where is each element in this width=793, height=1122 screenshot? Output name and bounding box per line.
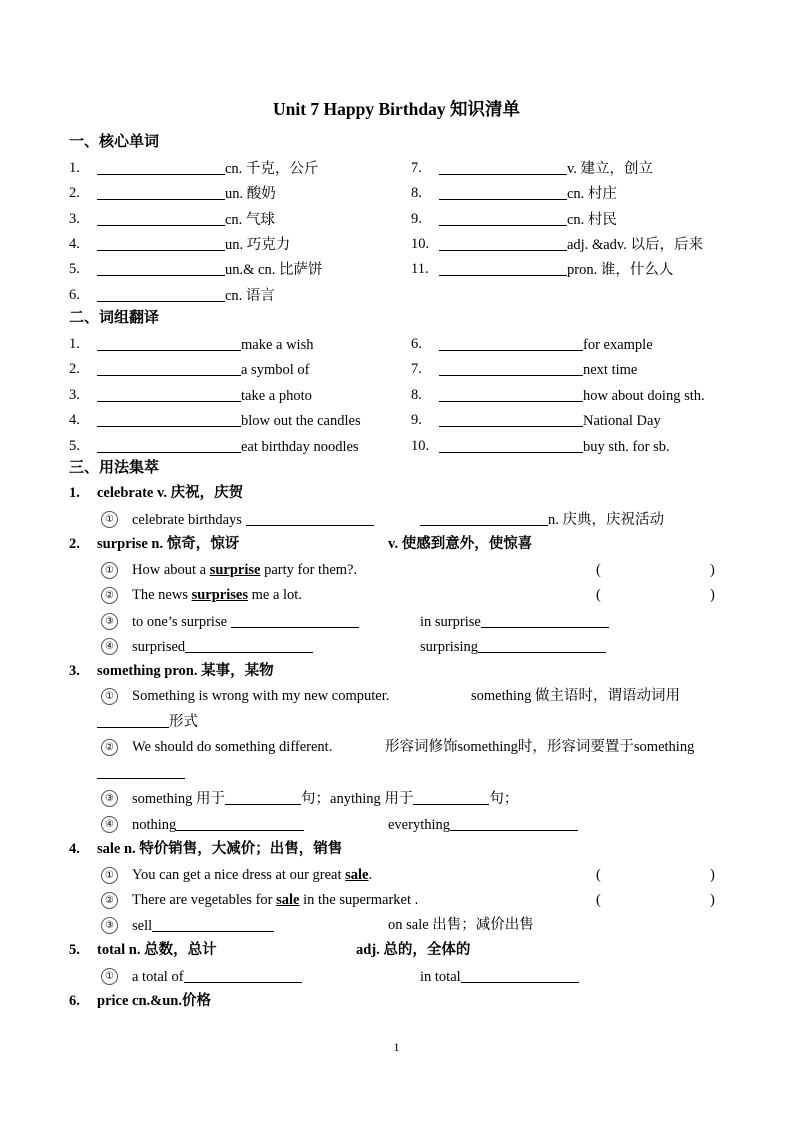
list-item: 8. how about doing sth. (411, 387, 705, 404)
grammar-note: 形式 (97, 714, 198, 730)
answer-paren-close: ) (710, 587, 715, 603)
circled-number: ① (101, 688, 118, 705)
circled-number: ① (101, 511, 118, 528)
answer-blank[interactable] (97, 288, 225, 302)
answer-blank-line (97, 765, 185, 781)
circled-number: ③ (101, 917, 118, 934)
example-line: in surprise (420, 614, 609, 630)
list-item: 1. cn. 千克，公斤 (69, 160, 319, 177)
answer-blank[interactable] (420, 512, 548, 526)
answer-blank[interactable] (439, 186, 567, 200)
circled-number: ④ (101, 816, 118, 833)
example-line: celebrate birthdays (132, 512, 374, 528)
circled-number: ② (101, 739, 118, 756)
answer-blank[interactable] (176, 817, 304, 831)
answer-paren-open: ( (596, 867, 601, 883)
answer-blank[interactable] (185, 639, 313, 653)
list-item: 4. un. 巧克力 (69, 236, 291, 253)
item-number: 1. (69, 485, 80, 501)
list-item: 6. for example (411, 336, 653, 353)
answer-blank[interactable] (97, 262, 225, 276)
answer-paren-close: ) (710, 867, 715, 883)
circled-number: ① (101, 867, 118, 884)
circled-number: ② (101, 892, 118, 909)
answer-paren-open: ( (596, 587, 601, 603)
answer-blank[interactable] (225, 791, 301, 805)
answer-blank[interactable] (184, 969, 302, 983)
example-line: surprised (132, 639, 313, 655)
list-item: 5. un.& cn. 比萨饼 (69, 261, 323, 278)
answer-blank[interactable] (439, 362, 583, 376)
section-heading-core-words: 一、核心单词 (69, 134, 160, 150)
list-item: 4. blow out the candles (69, 412, 361, 429)
answer-blank[interactable] (97, 714, 169, 728)
answer-paren-open: ( (596, 892, 601, 908)
item-heading-celebrate: celebrate v. 庆祝，庆贺 (97, 485, 244, 501)
answer-blank[interactable] (439, 212, 567, 226)
answer-blank[interactable] (97, 765, 185, 779)
section-heading-usage: 三、用法集萃 (69, 460, 160, 476)
example-line: nothing (132, 817, 304, 833)
example-sentence: The news surprises me a lot. (132, 587, 302, 603)
answer-blank[interactable] (152, 918, 274, 932)
list-item: 7. v. 建立，创立 (411, 160, 654, 177)
answer-blank[interactable] (97, 362, 241, 376)
answer-paren-close: ) (710, 892, 715, 908)
example-sentence: How about a surprise party for them?. (132, 562, 358, 578)
item-heading-sale: sale n. 特价销售，大减价；出售，销售 (97, 841, 343, 857)
answer-blank[interactable] (97, 439, 241, 453)
circled-number: ① (101, 968, 118, 985)
circled-number: ② (101, 587, 118, 604)
item-number: 2. (69, 536, 80, 552)
list-item: 3. cn. 气球 (69, 211, 275, 228)
answer-blank[interactable] (439, 413, 583, 427)
list-item: 9. cn. 村民 (411, 211, 617, 228)
item-number: 3. (69, 663, 80, 679)
answer-blank[interactable] (231, 614, 359, 628)
item-heading-something: something pron. 某事，某物 (97, 663, 274, 679)
answer-blank[interactable] (97, 337, 241, 351)
example-line: sell (132, 918, 274, 934)
answer-blank[interactable] (97, 212, 225, 226)
example-sentence: We should do something different. (132, 739, 333, 755)
example-line: to one’s surprise (132, 614, 359, 630)
circled-number: ③ (101, 613, 118, 630)
answer-blank[interactable] (478, 639, 606, 653)
example-line: in total (420, 969, 579, 985)
answer-blank[interactable] (439, 439, 583, 453)
list-item: 6. cn. 语言 (69, 287, 275, 304)
list-item: 11. pron. 谁，什么人 (411, 261, 674, 278)
answer-blank[interactable] (97, 237, 225, 251)
example-sentence: Something is wrong with my new computer. (132, 688, 390, 704)
answer-blank[interactable] (97, 413, 241, 427)
answer-blank[interactable] (97, 161, 225, 175)
list-item: 2. a symbol of (69, 361, 310, 378)
item-heading-total-adj: adj. 总的，全体的 (356, 942, 471, 958)
answer-blank[interactable] (439, 161, 567, 175)
grammar-note: something 做主语时，谓语动词用 (471, 688, 681, 704)
grammar-note: 形容词修饰something时，形容词要置于something (385, 739, 695, 755)
circled-number: ① (101, 562, 118, 579)
list-item: 10. buy sth. for sb. (411, 438, 670, 455)
item-heading-total: total n. 总数，总计 (97, 942, 217, 958)
list-item: 10. adj. &adv. 以后，后来 (411, 236, 703, 253)
example-line: n. 庆典，庆祝活动 (420, 512, 664, 528)
item-number: 5. (69, 942, 80, 958)
example-line: everything (388, 817, 578, 833)
list-item: 8. cn. 村庄 (411, 185, 617, 202)
list-item: 5. eat birthday noodles (69, 438, 359, 455)
answer-blank[interactable] (246, 512, 374, 526)
list-item: 3. take a photo (69, 387, 312, 404)
answer-paren-open: ( (596, 562, 601, 578)
answer-blank[interactable] (439, 262, 567, 276)
answer-blank[interactable] (439, 388, 583, 402)
circled-number: ④ (101, 638, 118, 655)
answer-blank[interactable] (413, 791, 489, 805)
grammar-note: something 用于 句；anything 用于 句； (132, 791, 519, 807)
answer-blank[interactable] (97, 186, 225, 200)
answer-paren-close: ) (710, 562, 715, 578)
example-line: on sale 出售；减价出售 (388, 917, 534, 933)
list-item: 7. next time (411, 361, 638, 378)
example-sentence: There are vegetables for sale in the supermarket . (132, 892, 419, 908)
item-heading-price: price cn.&un.价格 (97, 993, 211, 1009)
example-line: a total of (132, 969, 302, 985)
page-number: 1 (393, 1040, 400, 1054)
answer-blank[interactable] (481, 614, 609, 628)
list-item: 2. un. 酸奶 (69, 185, 276, 202)
answer-blank[interactable] (439, 237, 567, 251)
circled-number: ③ (101, 790, 118, 807)
item-number: 4. (69, 841, 80, 857)
answer-blank[interactable] (439, 337, 583, 351)
list-item: 1. make a wish (69, 336, 314, 353)
answer-blank[interactable] (461, 969, 579, 983)
answer-blank[interactable] (97, 388, 241, 402)
list-item: 9. National Day (411, 412, 661, 429)
section-heading-phrase-translation: 二、词组翻译 (69, 310, 160, 326)
page-title: Unit 7 Happy Birthday 知识清单 (273, 99, 520, 119)
item-heading-surprise: surprise n. 惊奇，惊讶 (97, 536, 240, 552)
item-number: 6. (69, 993, 80, 1009)
example-line: surprising (420, 639, 606, 655)
example-sentence: You can get a nice dress at our great sale. (132, 867, 373, 883)
answer-blank[interactable] (450, 817, 578, 831)
item-heading-surprise-verb: v. 使感到意外，使惊喜 (388, 536, 533, 552)
